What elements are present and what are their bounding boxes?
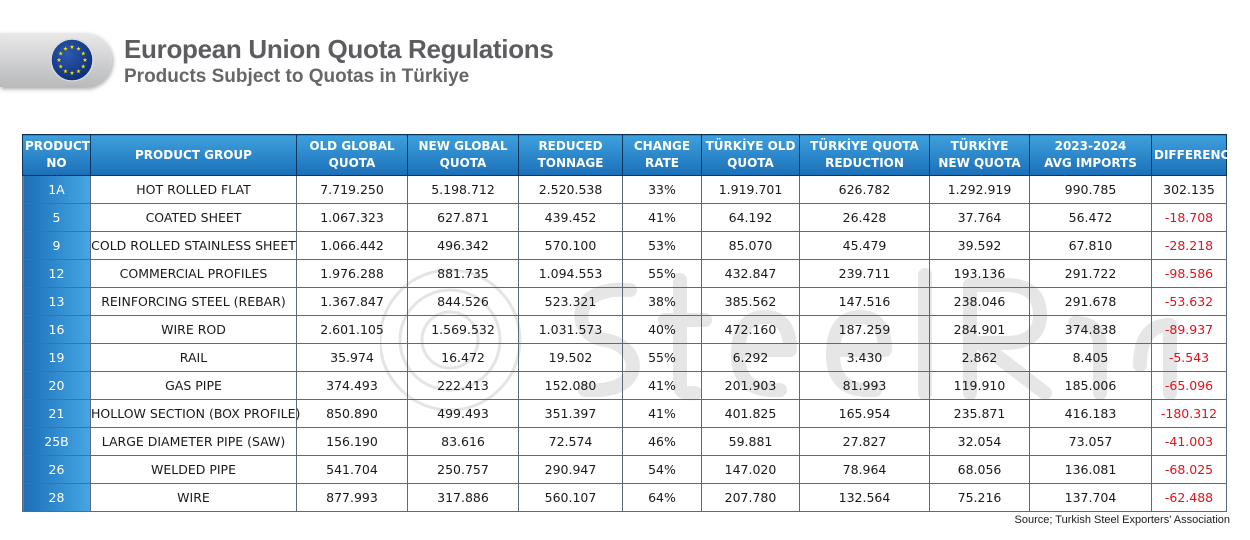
column-header-difference: DIFFERENCE (1152, 135, 1227, 176)
cell-avg-imports: 185.006 (1030, 372, 1152, 400)
cell-turkiye-new-quota: 284.901 (930, 316, 1030, 344)
column-header-new-global-quota: NEW GLOBAL QUOTA (408, 135, 519, 176)
cell-new-global-quota: 16.472 (408, 344, 519, 372)
cell-change-rate: 40% (623, 316, 702, 344)
cell-turkiye-quota-reduction: 187.259 (800, 316, 930, 344)
cell-turkiye-old-quota: 472.160 (702, 316, 800, 344)
cell-difference: 302.135 (1152, 176, 1227, 204)
cell-turkiye-new-quota: 39.592 (930, 232, 1030, 260)
cell-turkiye-old-quota: 59.881 (702, 428, 800, 456)
cell-change-rate: 53% (623, 232, 702, 260)
cell-turkiye-old-quota: 147.020 (702, 456, 800, 484)
cell-old-global-quota: 7.719.250 (297, 176, 408, 204)
cell-product-no: 25B (23, 428, 91, 456)
cell-difference: -5.543 (1152, 344, 1227, 372)
table-row (23, 372, 1227, 400)
cell-old-global-quota: 156.190 (297, 428, 408, 456)
cell-avg-imports: 56.472 (1030, 204, 1152, 232)
cell-old-global-quota: 541.704 (297, 456, 408, 484)
table-header-row (23, 135, 1227, 176)
cell-reduced-tonnage: 523.321 (519, 288, 623, 316)
cell-new-global-quota: 496.342 (408, 232, 519, 260)
cell-old-global-quota: 1.067.323 (297, 204, 408, 232)
column-header-old-global-quota: OLD GLOBAL QUOTA (297, 135, 408, 176)
cell-product-group: WIRE ROD (91, 316, 297, 344)
cell-new-global-quota: 1.569.532 (408, 316, 519, 344)
cell-reduced-tonnage: 351.397 (519, 400, 623, 428)
cell-difference: -41.003 (1152, 428, 1227, 456)
cell-new-global-quota: 83.616 (408, 428, 519, 456)
cell-new-global-quota: 5.198.712 (408, 176, 519, 204)
cell-change-rate: 46% (623, 428, 702, 456)
cell-product-no: 13 (23, 288, 91, 316)
cell-product-group: RAIL (91, 344, 297, 372)
cell-new-global-quota: 499.493 (408, 400, 519, 428)
cell-turkiye-old-quota: 207.780 (702, 484, 800, 512)
cell-turkiye-new-quota: 119.910 (930, 372, 1030, 400)
cell-turkiye-old-quota: 85.070 (702, 232, 800, 260)
table-row (23, 204, 1227, 232)
cell-product-group: HOT ROLLED FLAT (91, 176, 297, 204)
cell-new-global-quota: 844.526 (408, 288, 519, 316)
cell-product-no: 1A (23, 176, 91, 204)
cell-change-rate: 64% (623, 484, 702, 512)
cell-change-rate: 55% (623, 260, 702, 288)
cell-avg-imports: 990.785 (1030, 176, 1152, 204)
cell-avg-imports: 8.405 (1030, 344, 1152, 372)
cell-difference: -28.218 (1152, 232, 1227, 260)
column-header-change-rate: CHANGE RATE (623, 135, 702, 176)
table-row (23, 428, 1227, 456)
cell-avg-imports: 136.081 (1030, 456, 1152, 484)
cell-difference: -65.096 (1152, 372, 1227, 400)
cell-old-global-quota: 374.493 (297, 372, 408, 400)
cell-product-no: 9 (23, 232, 91, 260)
cell-old-global-quota: 35.974 (297, 344, 408, 372)
cell-turkiye-quota-reduction: 45.479 (800, 232, 930, 260)
cell-new-global-quota: 881.735 (408, 260, 519, 288)
cell-change-rate: 41% (623, 372, 702, 400)
cell-reduced-tonnage: 290.947 (519, 456, 623, 484)
cell-old-global-quota: 1.976.288 (297, 260, 408, 288)
cell-difference: -53.632 (1152, 288, 1227, 316)
cell-reduced-tonnage: 2.520.538 (519, 176, 623, 204)
column-header-product-group: PRODUCT GROUP (91, 135, 297, 176)
cell-avg-imports: 137.704 (1030, 484, 1152, 512)
cell-turkiye-old-quota: 1.919.701 (702, 176, 800, 204)
cell-turkiye-quota-reduction: 3.430 (800, 344, 930, 372)
cell-change-rate: 38% (623, 288, 702, 316)
cell-change-rate: 55% (623, 344, 702, 372)
cell-turkiye-old-quota: 432.847 (702, 260, 800, 288)
cell-product-group: COLD ROLLED STAINLESS SHEET (91, 232, 297, 260)
cell-turkiye-old-quota: 385.562 (702, 288, 800, 316)
cell-reduced-tonnage: 439.452 (519, 204, 623, 232)
cell-reduced-tonnage: 1.094.553 (519, 260, 623, 288)
cell-reduced-tonnage: 570.100 (519, 232, 623, 260)
column-header-avg-imports: 2023-2024 AVG IMPORTS (1030, 135, 1152, 176)
cell-turkiye-new-quota: 32.054 (930, 428, 1030, 456)
cell-turkiye-new-quota: 235.871 (930, 400, 1030, 428)
column-header-reduced-tonnage: REDUCED TONNAGE (519, 135, 623, 176)
table-row (23, 316, 1227, 344)
cell-change-rate: 33% (623, 176, 702, 204)
cell-turkiye-quota-reduction: 165.954 (800, 400, 930, 428)
cell-difference: -89.937 (1152, 316, 1227, 344)
cell-old-global-quota: 850.890 (297, 400, 408, 428)
cell-new-global-quota: 317.886 (408, 484, 519, 512)
cell-turkiye-new-quota: 75.216 (930, 484, 1030, 512)
cell-turkiye-quota-reduction: 78.964 (800, 456, 930, 484)
cell-avg-imports: 291.678 (1030, 288, 1152, 316)
cell-old-global-quota: 1.066.442 (297, 232, 408, 260)
cell-new-global-quota: 250.757 (408, 456, 519, 484)
cell-avg-imports: 73.057 (1030, 428, 1152, 456)
cell-turkiye-new-quota: 68.056 (930, 456, 1030, 484)
cell-turkiye-quota-reduction: 147.516 (800, 288, 930, 316)
cell-product-group: COATED SHEET (91, 204, 297, 232)
cell-product-group: COMMERCIAL PROFILES (91, 260, 297, 288)
cell-product-no: 28 (23, 484, 91, 512)
cell-avg-imports: 67.810 (1030, 232, 1152, 260)
table-body (23, 176, 1227, 512)
cell-reduced-tonnage: 1.031.573 (519, 316, 623, 344)
cell-product-no: 21 (23, 400, 91, 428)
cell-product-no: 20 (23, 372, 91, 400)
cell-turkiye-old-quota: 64.192 (702, 204, 800, 232)
column-header-product-no: PRODUCT NO (23, 135, 91, 176)
cell-change-rate: 54% (623, 456, 702, 484)
table-row (23, 400, 1227, 428)
cell-product-no: 5 (23, 204, 91, 232)
cell-new-global-quota: 222.413 (408, 372, 519, 400)
page-subtitle: Products Subject to Quotas in Türkiye (124, 66, 470, 87)
cell-turkiye-old-quota: 6.292 (702, 344, 800, 372)
table-row (23, 260, 1227, 288)
cell-product-group: HOLLOW SECTION (BOX PROFILE) (91, 400, 297, 428)
cell-old-global-quota: 1.367.847 (297, 288, 408, 316)
cell-difference: -62.488 (1152, 484, 1227, 512)
cell-turkiye-new-quota: 193.136 (930, 260, 1030, 288)
cell-turkiye-quota-reduction: 26.428 (800, 204, 930, 232)
eu-flag-icon (50, 38, 94, 82)
cell-new-global-quota: 627.871 (408, 204, 519, 232)
cell-avg-imports: 291.722 (1030, 260, 1152, 288)
cell-turkiye-old-quota: 401.825 (702, 400, 800, 428)
cell-product-group: REINFORCING STEEL (REBAR) (91, 288, 297, 316)
table-row (23, 344, 1227, 372)
cell-product-no: 26 (23, 456, 91, 484)
cell-difference: -18.708 (1152, 204, 1227, 232)
cell-turkiye-new-quota: 37.764 (930, 204, 1030, 232)
cell-avg-imports: 416.183 (1030, 400, 1152, 428)
cell-product-no: 19 (23, 344, 91, 372)
cell-product-group: WELDED PIPE (91, 456, 297, 484)
cell-reduced-tonnage: 152.080 (519, 372, 623, 400)
cell-difference: -68.025 (1152, 456, 1227, 484)
cell-turkiye-quota-reduction: 132.564 (800, 484, 930, 512)
cell-turkiye-old-quota: 201.903 (702, 372, 800, 400)
cell-difference: -180.312 (1152, 400, 1227, 428)
source-note: Source; Turkish Steel Exporters' Association (1014, 514, 1230, 526)
cell-product-group: WIRE (91, 484, 297, 512)
cell-turkiye-new-quota: 1.292.919 (930, 176, 1030, 204)
column-header-turkiye-quota-reduction: TÜRKİYE QUOTA REDUCTION (800, 135, 930, 176)
cell-turkiye-quota-reduction: 27.827 (800, 428, 930, 456)
cell-reduced-tonnage: 19.502 (519, 344, 623, 372)
cell-old-global-quota: 877.993 (297, 484, 408, 512)
column-header-turkiye-new-quota: TÜRKİYE NEW QUOTA (930, 135, 1030, 176)
cell-product-no: 12 (23, 260, 91, 288)
cell-difference: -98.586 (1152, 260, 1227, 288)
table-row (23, 288, 1227, 316)
cell-product-no: 16 (23, 316, 91, 344)
cell-turkiye-quota-reduction: 81.993 (800, 372, 930, 400)
cell-product-group: LARGE DIAMETER PIPE (SAW) (91, 428, 297, 456)
cell-avg-imports: 374.838 (1030, 316, 1152, 344)
quota-table (22, 134, 1238, 512)
cell-reduced-tonnage: 72.574 (519, 428, 623, 456)
cell-turkiye-new-quota: 238.046 (930, 288, 1030, 316)
cell-product-group: GAS PIPE (91, 372, 297, 400)
cell-turkiye-quota-reduction: 626.782 (800, 176, 930, 204)
column-header-turkiye-old-quota: TÜRKİYE OLD QUOTA (702, 135, 800, 176)
cell-turkiye-new-quota: 2.862 (930, 344, 1030, 372)
cell-change-rate: 41% (623, 400, 702, 428)
table-row (23, 176, 1227, 204)
page-title: European Union Quota Regulations (124, 34, 554, 64)
cell-change-rate: 41% (623, 204, 702, 232)
cell-reduced-tonnage: 560.107 (519, 484, 623, 512)
table-row (23, 456, 1227, 484)
table-row (23, 484, 1227, 512)
table-row (23, 232, 1227, 260)
cell-old-global-quota: 2.601.105 (297, 316, 408, 344)
cell-turkiye-quota-reduction: 239.711 (800, 260, 930, 288)
